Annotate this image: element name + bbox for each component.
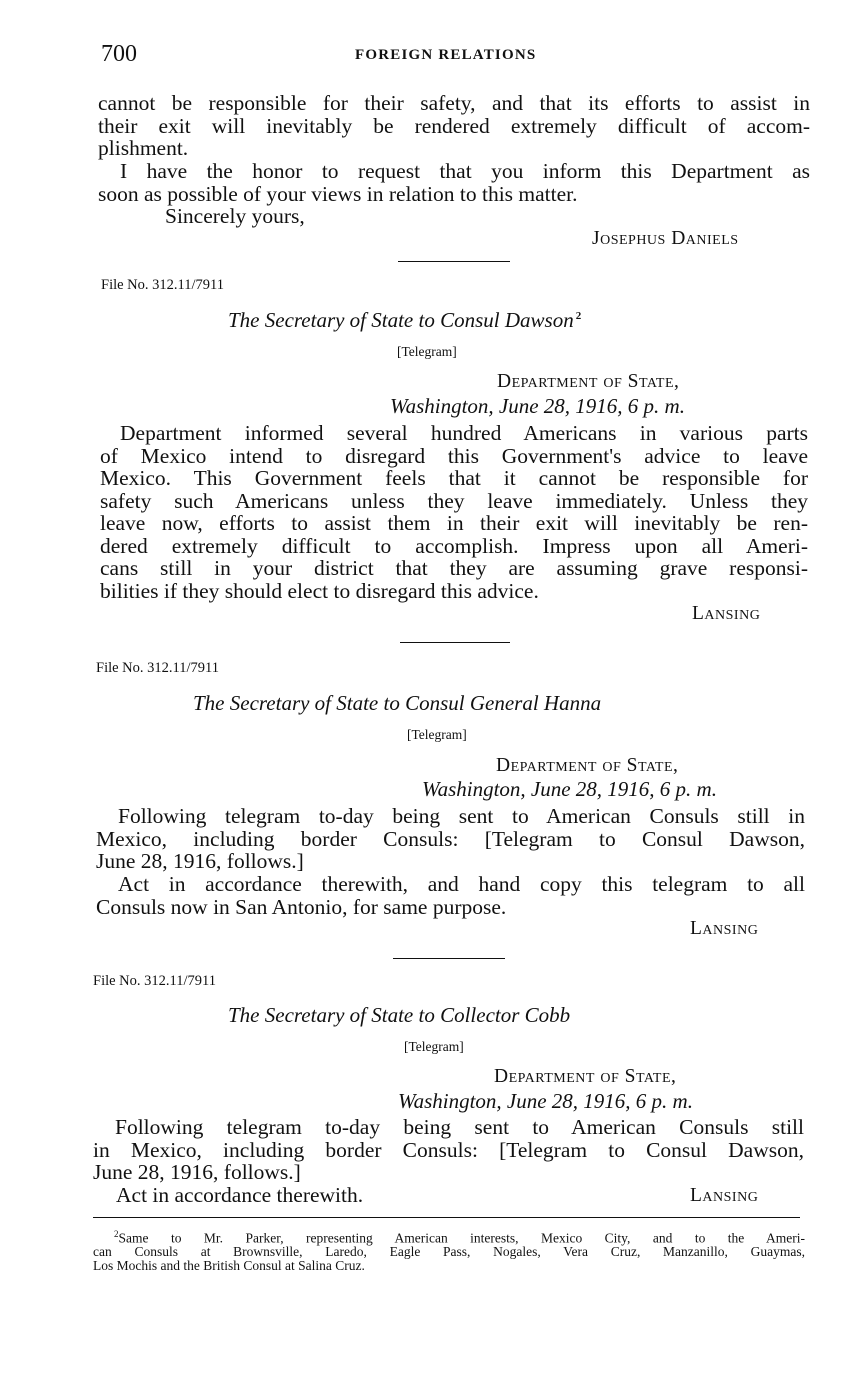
signature-daniels: Josephus Daniels — [592, 228, 739, 249]
telegram-label: [Telegram] — [397, 344, 457, 359]
body-line: bilities if they should elect to disregard this advice. — [100, 578, 539, 603]
footnote-line: can Consuls at Brownsville, Laredo, Eagle Pass, Nogales, Vera Cruz, Manzanillo, Guaymas, — [93, 1244, 805, 1259]
department-heading: Department of State, — [497, 371, 680, 392]
running-title: FOREIGN RELATIONS — [355, 47, 537, 63]
body-line: Following telegram to-day being sent to American Consuls still in — [118, 804, 805, 828]
intro-line: cannot be responsible for their safety, and that its efforts to assist in — [98, 91, 810, 115]
body-line: Following telegram to-day being sent to American Consuls still — [115, 1115, 804, 1139]
body-line: Consuls now in San Antonio, for same purpose. — [96, 894, 507, 919]
footnote-mark: 2 — [114, 1229, 119, 1239]
dateline: Washington, June 28, 1916, 6 p. m. — [422, 777, 717, 801]
telegram-label: [Telegram] — [404, 1039, 464, 1054]
section-divider — [393, 958, 505, 959]
body-line: Department informed several hundred Americans in various parts — [120, 421, 808, 445]
body-line: Mexico. This Government feels that it cannot be responsible for — [100, 466, 808, 490]
body-line: safety such Americans unless they leave immediately. Unless they — [100, 488, 808, 513]
file-number: File No. 312.11/7911 — [101, 277, 224, 293]
signature-lansing: Lansing — [692, 603, 761, 624]
department-heading: Department of State, — [494, 1066, 677, 1087]
telegram-label: [Telegram] — [407, 727, 467, 742]
footnote-rule — [93, 1217, 800, 1218]
footnote-line: Los Mochis and the British Consul at Salina Cruz. — [93, 1257, 365, 1273]
document-title-text: The Secretary of State to Consul Dawson — [228, 308, 574, 332]
body-line: June 28, 1916, follows.] — [93, 1160, 301, 1184]
body-line: of Mexico intend to disregard this Government's advice to leave — [100, 443, 808, 468]
page-number: 700 — [101, 41, 137, 67]
dateline: Washington, June 28, 1916, 6 p. m. — [390, 394, 685, 418]
document-title: The Secretary of State to Consul General Hanna — [193, 691, 602, 715]
footnote-line — [93, 1228, 805, 1245]
signature-lansing: Lansing — [690, 1185, 759, 1206]
body-line: cans still in your district that they are assuming grave responsi- — [100, 556, 808, 580]
footnote — [93, 1228, 805, 1272]
body-line: leave now, efforts to assist them in their exit will inevitably be ren- — [100, 511, 808, 535]
intro-line: plishment. — [98, 136, 189, 160]
telegram-body-2 — [96, 873, 805, 918]
intro-line: I have the honor to request that you inform this Department as — [120, 159, 810, 183]
body-line: June 28, 1916, follows.] — [96, 849, 304, 873]
body-line: Act in accordance therewith, and hand copy this telegram to all — [118, 872, 805, 896]
intro-line: their exit will inevitably be rendered extremely difficult of accom- — [98, 113, 810, 138]
document-title — [228, 308, 581, 333]
file-number: File No. 312.11/7911 — [96, 660, 219, 676]
body-line: dered extremely difficult to accomplish. Impress upon all Ameri- — [100, 533, 808, 558]
body-line: in Mexico, including border Consuls: [Telegram to Consul Dawson, — [93, 1137, 804, 1162]
file-number: File No. 312.11/7911 — [93, 973, 216, 989]
intro-paragraph-2 — [98, 160, 810, 205]
footnote-reference[interactable]: 2 — [575, 310, 582, 322]
body-line: Mexico, including border Consuls: [Telegram to Consul Dawson, — [96, 826, 805, 851]
signature-lansing: Lansing — [690, 918, 759, 939]
document-title: The Secretary of State to Collector Cobb — [228, 1003, 571, 1027]
footnote-text: Same to Mr. Parker, representing American interests, Mexico City, and to the Ameri- — [118, 1230, 805, 1246]
section-divider — [400, 642, 510, 643]
dateline: Washington, June 28, 1916, 6 p. m. — [398, 1089, 693, 1113]
closing-line: Act in accordance therewith. — [116, 1183, 364, 1207]
telegram-body — [93, 1116, 804, 1184]
intro-paragraph — [98, 92, 810, 160]
closing-text: Sincerely yours, — [165, 204, 305, 228]
intro-line: soon as possible of your views in relation to this matter. — [98, 181, 578, 206]
telegram-body — [100, 422, 808, 602]
section-divider — [398, 261, 510, 262]
department-heading: Department of State, — [496, 755, 679, 776]
telegram-body — [96, 805, 805, 873]
